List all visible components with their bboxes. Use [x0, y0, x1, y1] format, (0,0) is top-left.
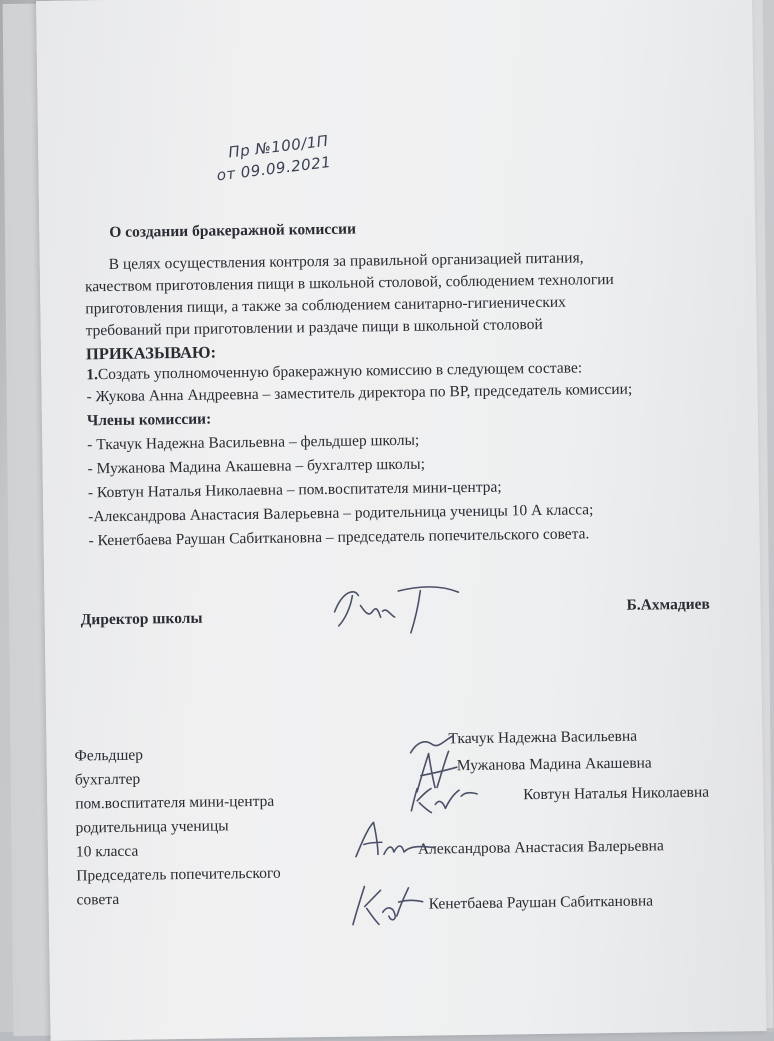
ack-name: Кенетбаева Раушан Сабиткановна	[428, 892, 654, 913]
ack-name: Александрова Анастасия Валерьевна	[417, 837, 664, 858]
handwritten-order-date: от 09.09.2021	[215, 152, 333, 185]
members-heading: Члены комиссии:	[86, 410, 212, 430]
member-line: - Ковтун Наталья Николаевна – пом.воспитателя мини-центра;	[87, 478, 502, 502]
member-line: -Александрова Анастасия Валерьевна – родительница ученицы 10 А класса;	[88, 501, 594, 526]
handwritten-order-number: Пр №100/1П	[227, 131, 330, 162]
member-line: - Ткачук Надежна Васильевна – фельдшер школы;	[87, 431, 420, 454]
ack-role: Председатель попечительского	[76, 864, 281, 885]
ack-role: 10 класса	[75, 842, 139, 861]
ack-role: Фельдшер	[74, 746, 144, 765]
director-signature	[324, 580, 465, 642]
ack-roles	[74, 742, 281, 913]
director-name: Б.Ахмадиев	[626, 595, 710, 614]
director-label: Директор школы	[80, 609, 203, 629]
preamble-line: В целях осуществления контроля за правильной организацией питания,	[108, 249, 584, 274]
ack-name: Мужанова Мадина Акашевна	[456, 754, 652, 775]
document-page	[36, 0, 766, 1041]
chair-line: - Жукова Анна Андреевна – заместитель директора по ВР, председатель комиссии;	[86, 380, 633, 406]
ack-role: бухгалтер	[74, 770, 141, 789]
preamble-line: качеством приготовления пищи в школьной столовой, соблюдением технологии	[84, 270, 614, 296]
order-word: ПРИКАЗЫВАЮ:	[85, 342, 217, 364]
ack-role: совета	[76, 890, 120, 909]
document-title: О создании бракеражной комиссии	[109, 220, 357, 241]
preamble-line: требований при приготовлении и раздаче пищи в школьной столовой	[85, 315, 543, 340]
ack-role: родительница ученицы	[75, 817, 229, 837]
ack-name: Ковтун Наталья Николаевна	[523, 783, 710, 804]
ack-signature-kenetbaeva	[338, 880, 429, 931]
member-line: - Кенетбаева Раушан Сабиткановна – председатель попечительского совета.	[88, 525, 590, 550]
preamble	[85, 245, 741, 342]
preamble-line: приготовления пищи, а также за соблюдением санитарно-гигиенических	[85, 293, 566, 318]
item-1-text: Создать уполномоченную бракеражную комиссию в следующем составе:	[97, 359, 583, 384]
ack-name: Ткачук Надежна Васильевна	[448, 727, 638, 748]
member-line: - Мужанова Мадина Акашевна – бухгалтер школы;	[87, 455, 426, 478]
ack-role: пом.воспитателя мини-центра	[75, 792, 275, 813]
item-1-number: 1.	[86, 366, 99, 384]
ack-signature-aleksandrova	[347, 815, 438, 866]
